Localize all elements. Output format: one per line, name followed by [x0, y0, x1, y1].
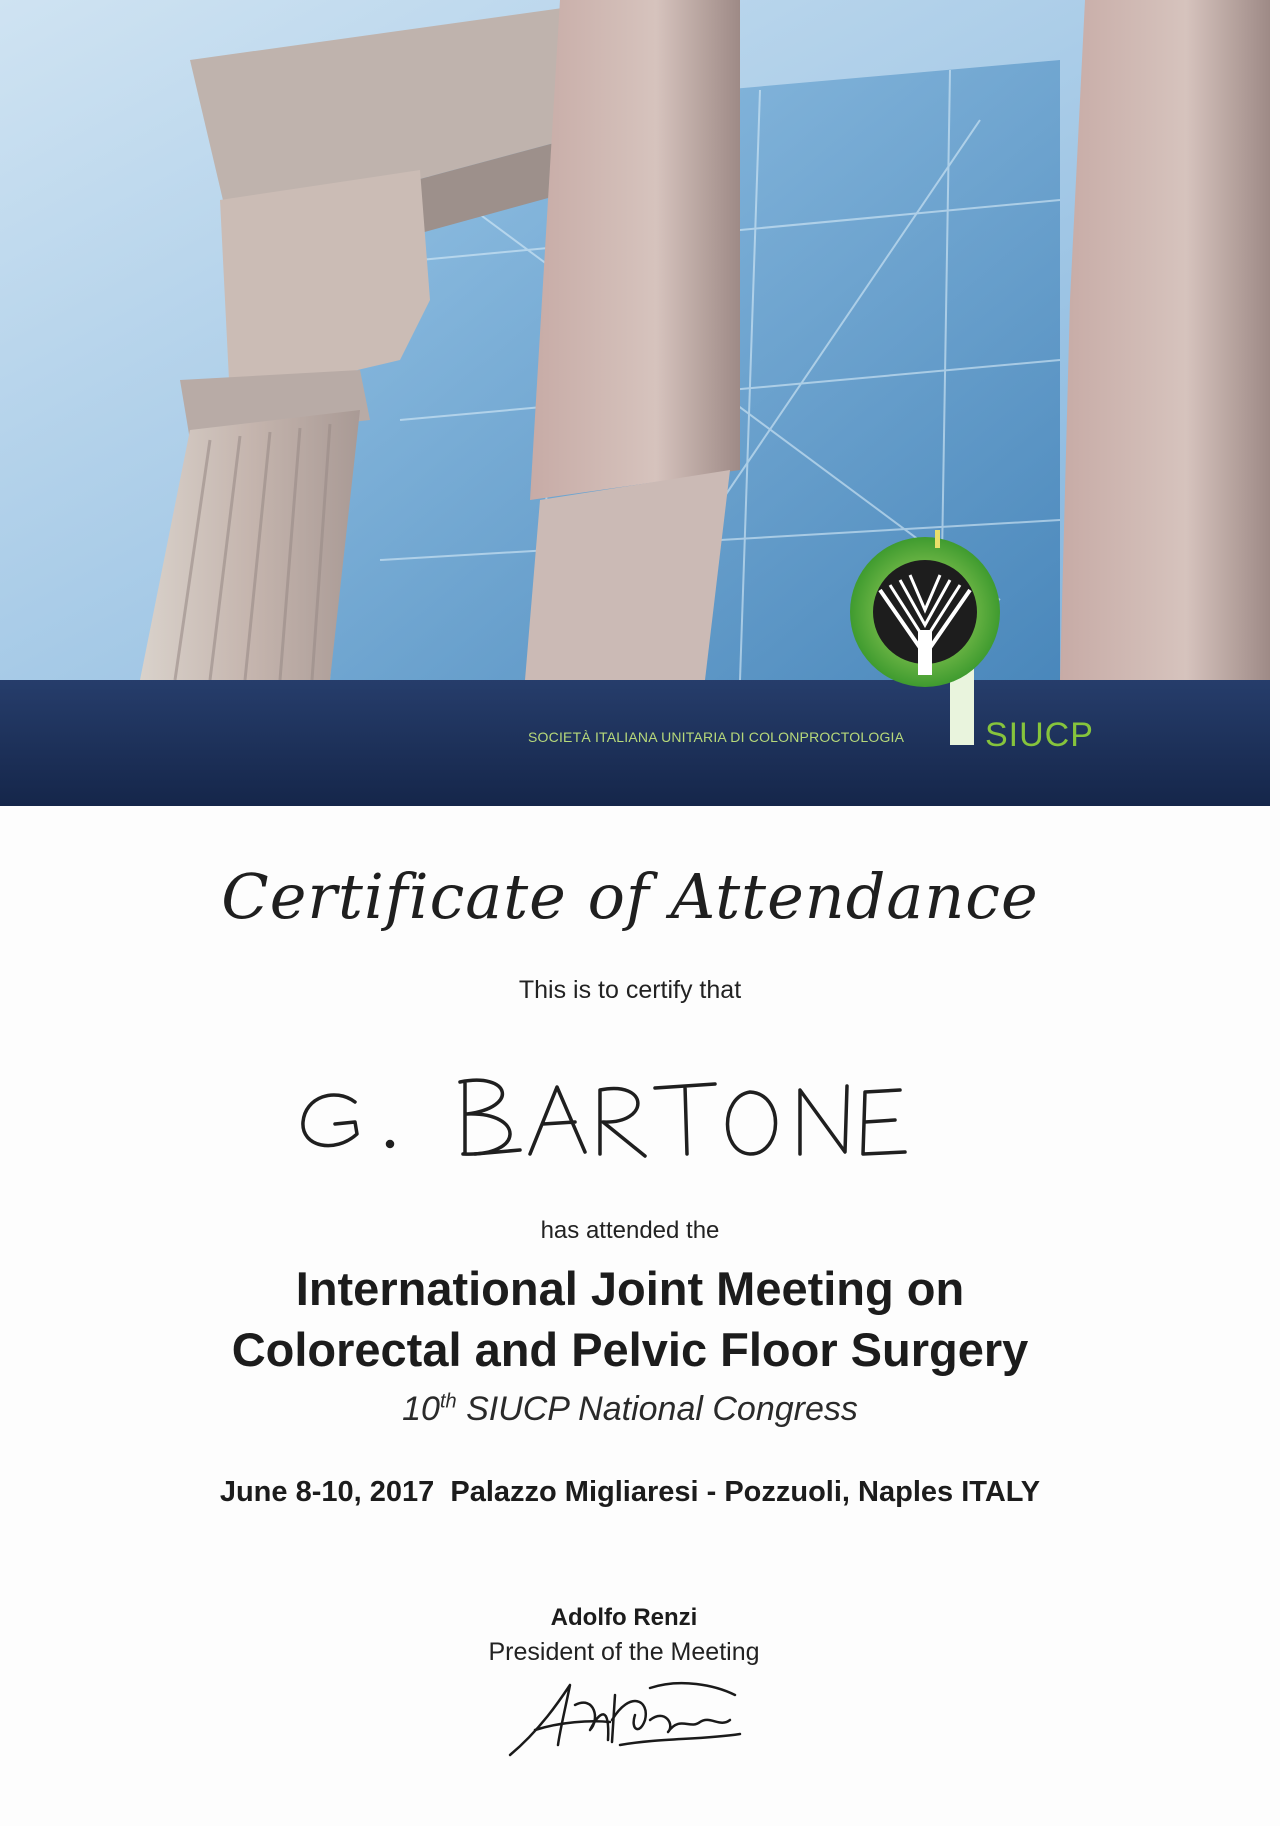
attendee-name-text	[295, 1062, 910, 1139]
event-title	[0, 1258, 1260, 1380]
event-title-line-2: Colorectal and Pelvic Floor Surgery	[231, 1323, 1029, 1376]
congress-ordinal-suffix: th	[439, 1390, 457, 1413]
attended-line: has attended the	[540, 1217, 720, 1244]
organization-name: SOCIETÀ ITALIANA UNITARIA DI COLONPROCTOLOGIA	[528, 729, 905, 745]
event-subtitle	[0, 1390, 1260, 1429]
congress-number: 10	[402, 1390, 440, 1428]
certificate-title: Certificate of Attendance	[221, 860, 1039, 933]
event-date-location: June 8-10, 2017 Palazzo Migliaresi - Pozzuoli, Naples ITALY	[219, 1476, 1041, 1508]
organization-acronym: SIUCP	[985, 716, 1094, 754]
signature	[500, 1660, 760, 1760]
certify-line: This is to certify that	[518, 976, 742, 1004]
signer-role: President of the Meeting	[488, 1638, 760, 1666]
header-photo	[0, 0, 1270, 806]
attendee-name	[295, 1062, 910, 1167]
congress-name: SIUCP National Congress	[456, 1390, 858, 1428]
temple-columns-illustration	[0, 0, 1270, 806]
handwritten-signature	[500, 1660, 760, 1760]
event-title-line-1: International Joint Meeting on	[295, 1262, 965, 1315]
signer-name: Adolfo Renzi	[550, 1604, 698, 1631]
